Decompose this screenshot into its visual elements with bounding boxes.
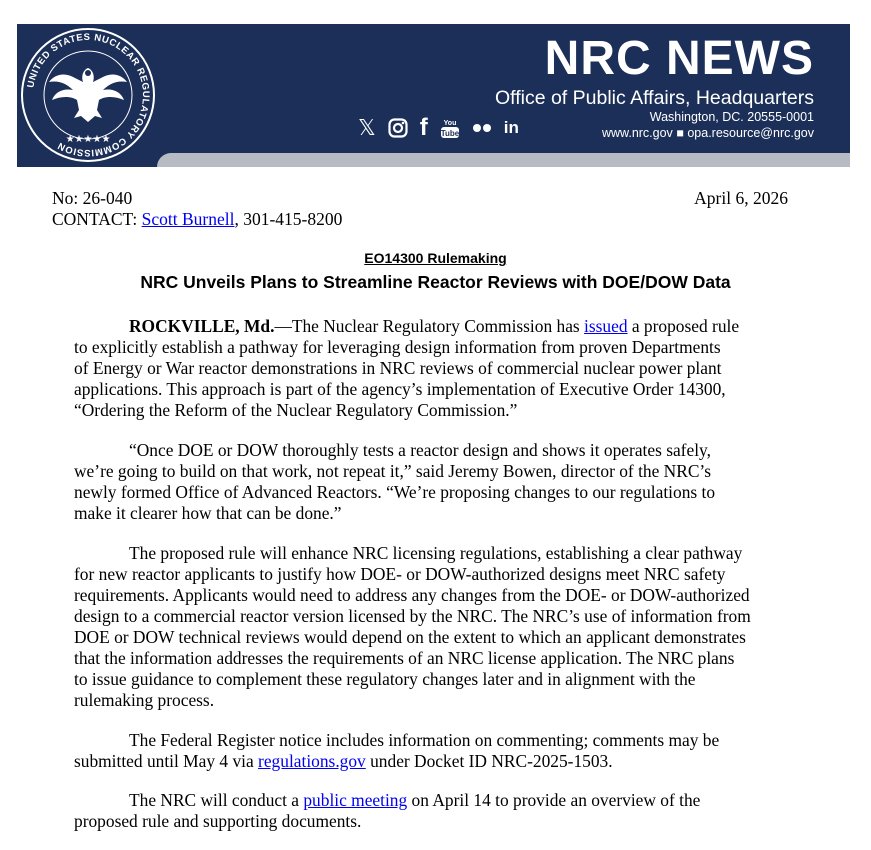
headline: NRC Unveils Plans to Streamline Reactor Reviews with DOE/DOW Data <box>140 272 731 292</box>
text-line: for new reactor applicants to justify how DOE- or DOW-authorized designs meet NRC safety <box>74 564 726 584</box>
text-line: The Federal Register notice includes information on commenting; comments may be <box>129 730 720 750</box>
web-contact <box>602 126 814 140</box>
paragraph-4 <box>74 730 794 772</box>
flickr-icon[interactable] <box>472 123 492 133</box>
website-link[interactable]: www.nrc.gov <box>601 126 673 140</box>
nrc-news-title: NRC NEWS <box>544 32 814 85</box>
instagram-icon[interactable] <box>388 118 408 138</box>
nrc-seal-logo <box>19 26 157 164</box>
release-date: April 6, 2026 <box>694 188 788 208</box>
regulations-gov-link[interactable]: regulations.gov <box>258 751 366 771</box>
svg-text:★★★★★: ★★★★★ <box>65 134 111 145</box>
paragraph-1 <box>74 316 794 421</box>
text-line: under Docket ID NRC-2025-1503. <box>365 751 613 771</box>
social-links <box>358 116 531 140</box>
text-line: a proposed rule <box>627 316 740 336</box>
linkedin-icon[interactable]: in <box>503 118 519 137</box>
svg-text:UNITED STATES NUCLEAR REGULATO: UNITED STATES NUCLEAR REGULATORY COMMISSION <box>25 31 152 159</box>
public-meeting-link[interactable]: public meeting <box>303 790 408 810</box>
text-line: “Once DOE or DOW thoroughly tests a reactor design and shows it operates safely, <box>129 440 711 460</box>
email-link[interactable]: opa.resource@nrc.gov <box>687 126 814 140</box>
text-line: The NRC will conduct a <box>129 790 304 810</box>
release-number: No: 26-040 <box>52 188 133 208</box>
issued-link[interactable]: issued <box>584 316 628 336</box>
text-line: DOE or DOW technical reviews would depend on the extent to which an applicant demonstrates <box>74 627 746 647</box>
svg-text:Tube: Tube <box>440 129 459 138</box>
banner-gray-band <box>157 153 850 167</box>
office-name: Office of Public Affairs, Headquarters <box>494 87 814 109</box>
paragraph-5 <box>74 790 794 832</box>
kicker-label: EO14300 Rulemaking <box>364 250 507 266</box>
contact-name-link[interactable]: Scott Burnell <box>141 209 235 229</box>
office-address: Washington, DC. 20555-0001 <box>649 110 814 124</box>
text-line: to explicitly establish a pathway for leveraging design information from proven Departments <box>74 337 721 357</box>
text-line: —The Nuclear Regulatory Commission has <box>274 316 585 336</box>
text-line: requirements. Applicants would need to address any changes from the DOE- or DOW-authorized <box>74 585 750 605</box>
text-line: “Ordering the Reform of the Nuclear Regulatory Commission.” <box>74 400 518 420</box>
contact-label: CONTACT: <box>52 209 138 229</box>
paragraph-2 <box>74 440 794 524</box>
text-line: we’re going to build on that work, not repeat it,” said Jeremy Bowen, director of the NRC’s <box>74 461 712 481</box>
text-line: The proposed rule will enhance NRC licensing regulations, establishing a clear pathway <box>129 543 743 563</box>
svg-text:You: You <box>443 120 457 127</box>
text-line: that the information addresses the requirements of an NRC license application. The NRC plans <box>74 648 735 668</box>
text-line: proposed rule and supporting documents. <box>74 811 362 831</box>
text-line: make it clearer how that can be done.” <box>74 503 342 523</box>
bullet-separator: ■ <box>676 126 684 140</box>
text-line: of Energy or War reactor demonstrations in NRC reviews of commercial nuclear power plant <box>74 358 722 378</box>
text-line: rulemaking process. <box>74 690 215 710</box>
x-icon[interactable]: 𝕏 <box>358 115 376 140</box>
dateline: ROCKVILLE, Md. <box>129 316 275 336</box>
header-banner <box>17 24 850 167</box>
text-line: to issue guidance to complement these regulatory changes later and in alignment with the <box>74 669 696 689</box>
text-line: newly formed Office of Advanced Reactors. “We’re proposing changes to our regulations to <box>74 482 716 502</box>
facebook-icon[interactable]: f <box>419 114 428 141</box>
paragraph-3 <box>74 543 794 711</box>
text-line: applications. This approach is part of the agency’s implementation of Executive Order 14300, <box>74 379 726 399</box>
text-line: design to a commercial reactor version licensed by the NRC. The NRC’s use of information from <box>74 606 751 626</box>
contact-line <box>52 209 342 230</box>
contact-phone: , 301-415-8200 <box>234 209 343 229</box>
youtube-icon[interactable] <box>440 117 460 139</box>
text-line: submitted until May 4 via <box>74 751 259 771</box>
text-line: on April 14 to provide an overview of the <box>407 790 701 810</box>
